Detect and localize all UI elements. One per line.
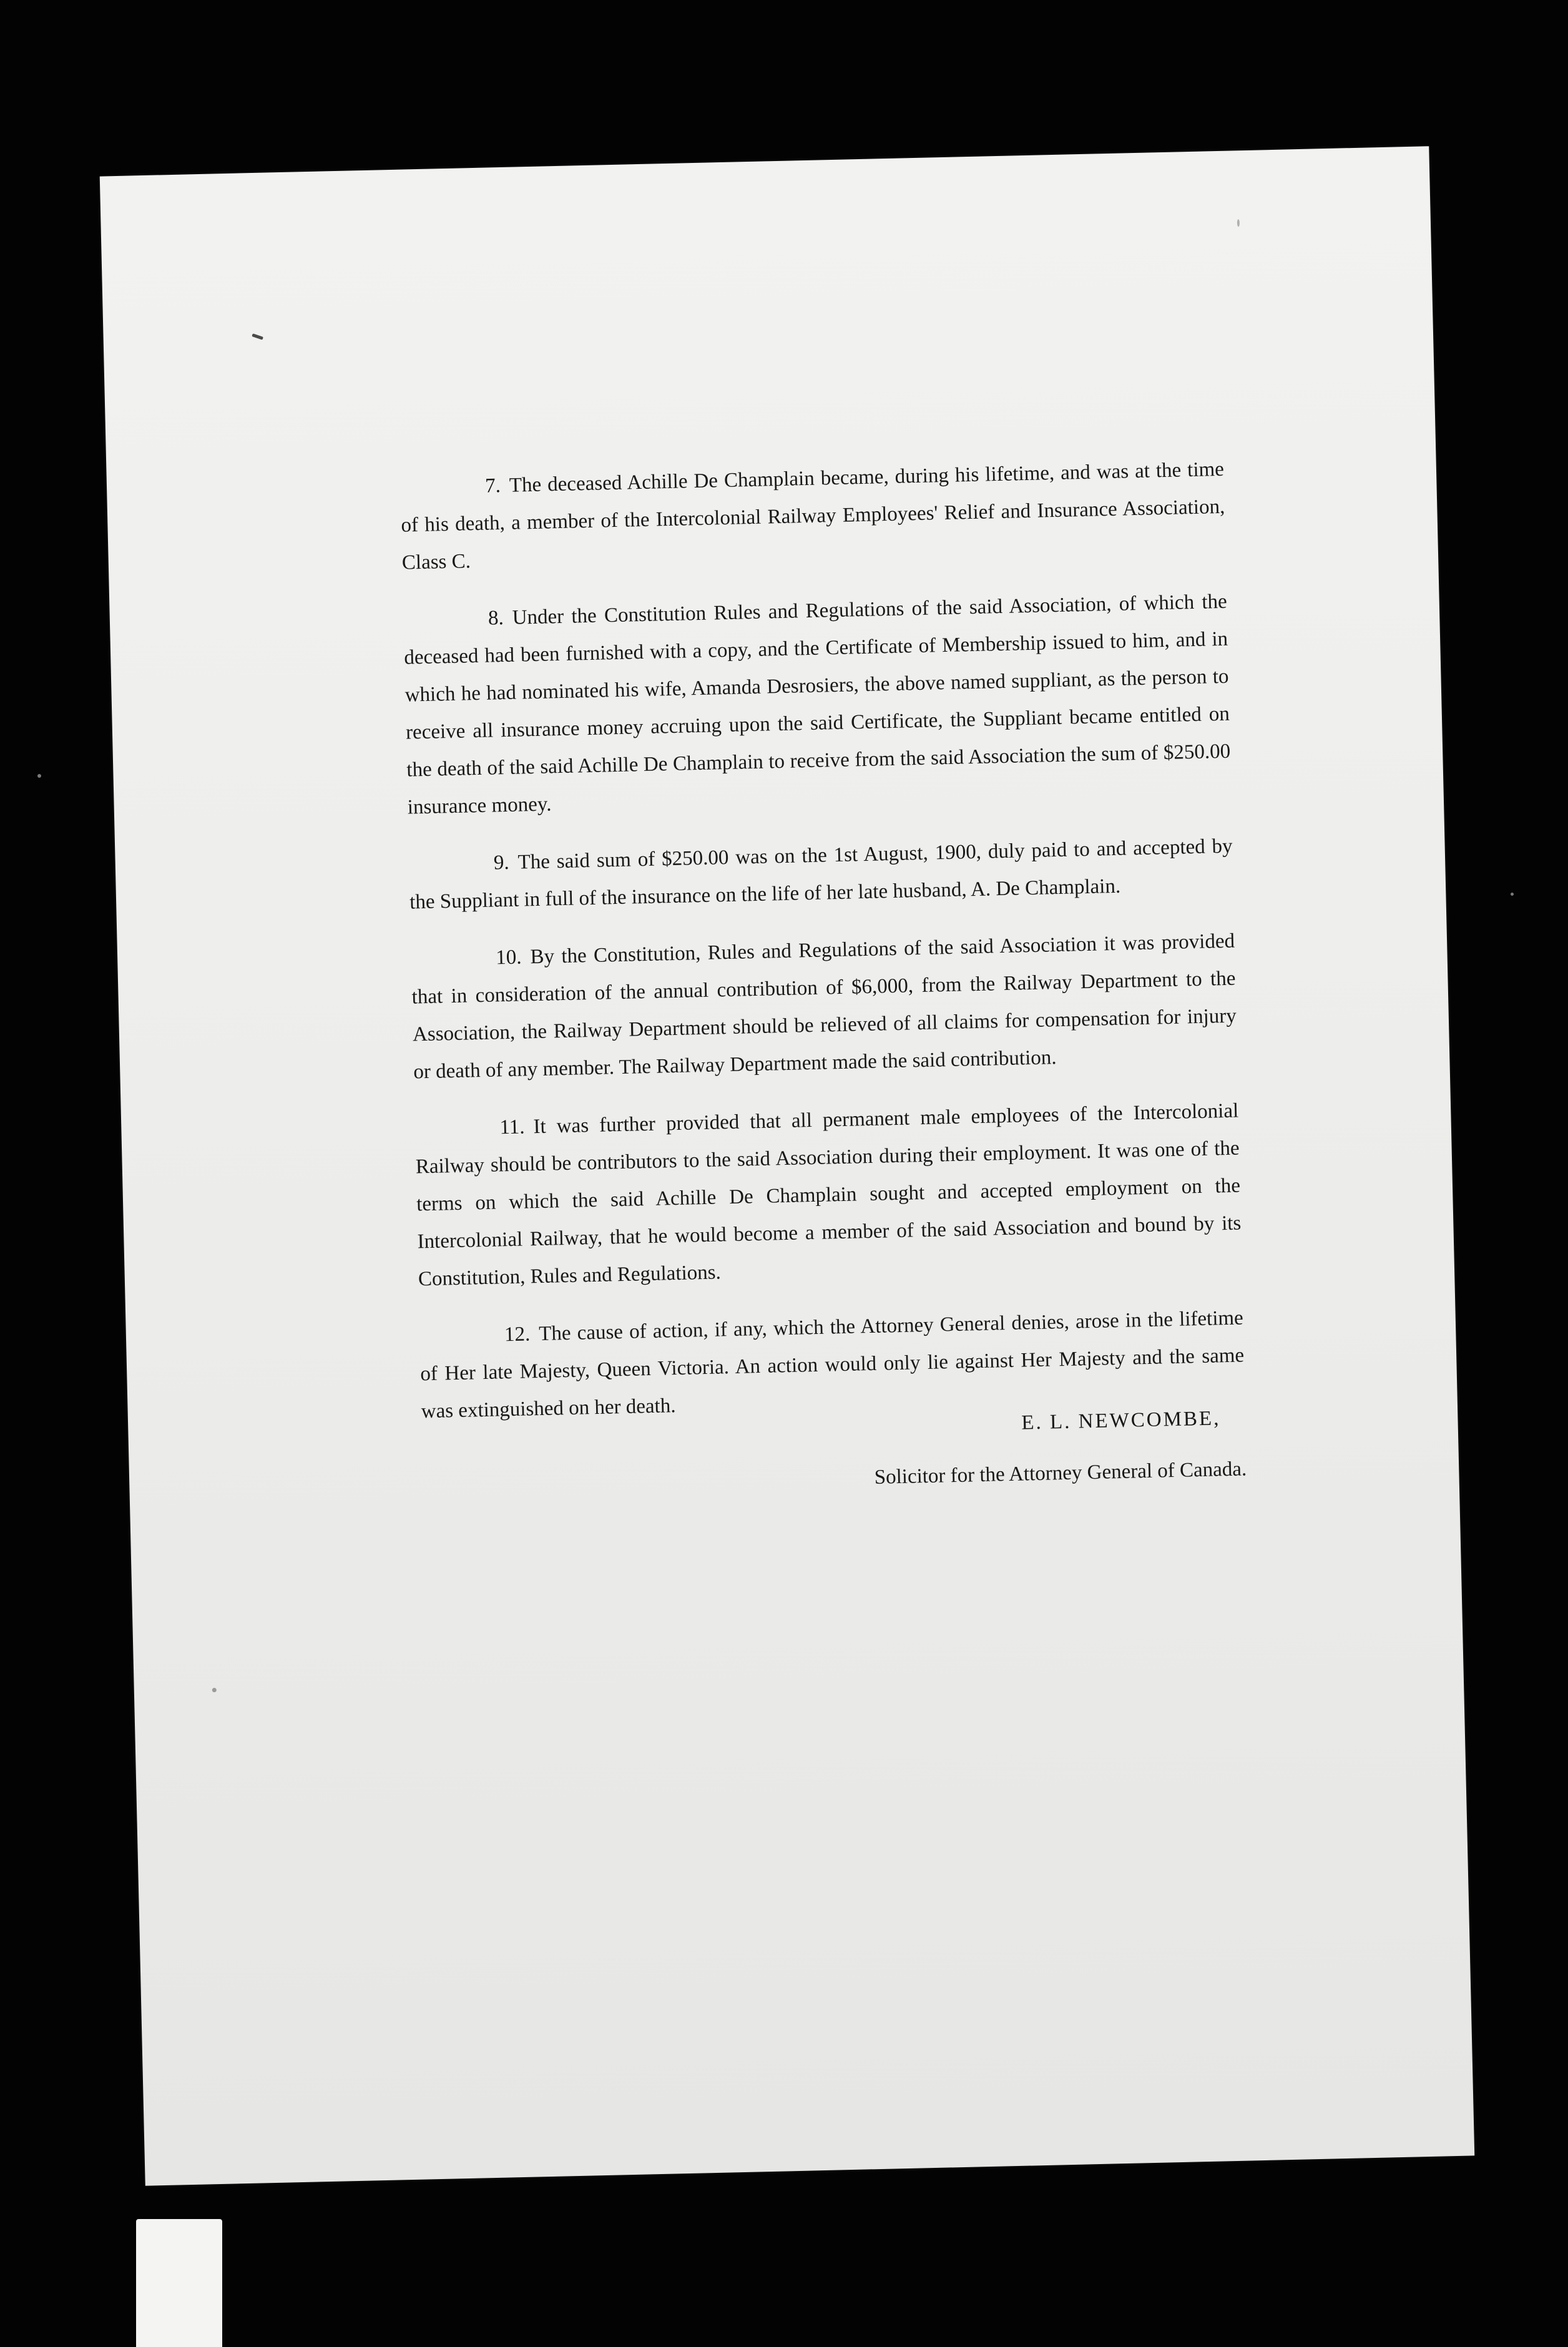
signatory-name: E. L. NEWCOMBE, [1021, 1407, 1221, 1434]
paragraph-number: 7. [484, 474, 501, 497]
signatory-title: Solicitor for the Attorney General of Canada. [874, 1458, 1247, 1489]
paragraph-text: By the Constitution, Rules and Regulations of the said Association it was provided that in consideration of the annual contribution of $6,000, from the Railway Department to the Association, the Railway Department should be relieved of all claims for compensation for injury or death of any member. The Railway Department made the said contribution. [411, 929, 1237, 1084]
paragraph-11 [414, 1092, 1242, 1298]
film-speck [37, 774, 41, 778]
paragraph-number: 10. [495, 946, 522, 969]
document-body [400, 451, 1246, 1451]
paragraph-7 [400, 451, 1227, 582]
paragraph-text: It was further provided that all permanent male employees of the Intercolonial Railway should be contributors to the said Association during their employment. It was one of the terms on which the said Achille De Champlain sought and accepted employment on the Intercolonial Railway, that he would become a member of the said Association and bound by its Constitution, Rules and Regulations. [415, 1099, 1242, 1291]
paragraph-number: 8. [488, 607, 504, 630]
paper-speck [212, 1688, 217, 1692]
document-page [100, 146, 1475, 2185]
paragraph-9 [408, 828, 1233, 921]
paper-speck [1237, 219, 1240, 227]
paragraph-number: 9. [493, 851, 510, 875]
film-speck [1511, 893, 1514, 896]
signature-block [421, 1399, 1247, 1506]
film-leader-tab [136, 2219, 222, 2347]
paragraph-8 [403, 583, 1232, 826]
paragraph-text: The deceased Achille De Champlain became, during his lifetime, and was at the time of his death, a member of the Intercolonial Railway Employees' Relief and Insurance Association, Class C. [401, 458, 1225, 574]
paragraph-text: Under the Constitution Rules and Regulations of the said Association, of which the deceased had been furnished with a copy, and the Certificate of Membership issued to him, and in which he had nominated his wife, Amanda Desrosiers, the above named suppliant, as the person to receive all insurance money accruing upon the said Certificate, the Suppliant became entitled on the death of the said Achille De Champlain to receive from the said Association the sum of $250.00 insurance money. [403, 590, 1231, 819]
paragraph-10 [411, 923, 1238, 1091]
paragraph-text: The cause of action, if any, which the Attorney General denies, arose in the lifetime of Her late Majesty, Queen Victoria. An action would only lie against Her Majesty and the same was extinguished on her death. [420, 1306, 1245, 1423]
pencil-mark [252, 333, 263, 340]
paragraph-number: 12. [504, 1323, 531, 1346]
paragraph-text: The said sum of $250.00 was on the 1st August, 1900, duly paid to and accepted by the Suppliant in full of the insurance on the life of her late husband, A. De Champlain. [409, 835, 1233, 914]
paragraph-number: 11. [499, 1115, 525, 1139]
